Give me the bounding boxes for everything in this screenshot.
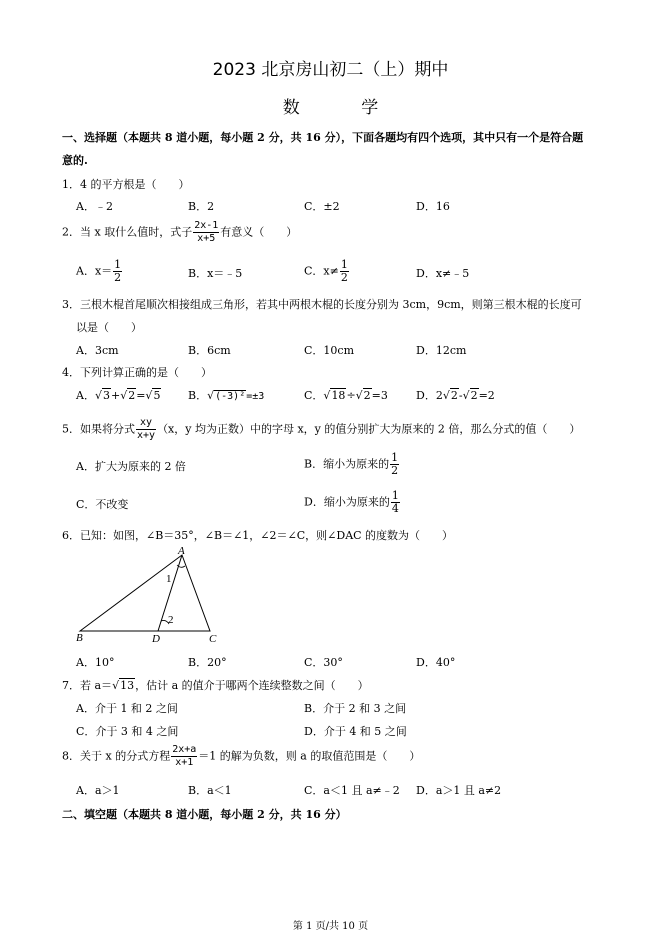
q4-c-rad1: 18 — [331, 389, 346, 402]
label-b: B — [76, 632, 83, 644]
q1-option-c: C．±2 — [304, 200, 340, 213]
q4-d-post: =2 — [478, 389, 495, 402]
q3-option-a: A．3cm — [76, 344, 119, 357]
q8-option-a: A．a＞1 — [76, 784, 120, 797]
q4-option-b — [188, 387, 264, 403]
q4-c-op: ÷ — [346, 389, 356, 402]
q6-option-d: D．40° — [416, 656, 456, 669]
q2-stem-pre: 2．当 x 取什么值时，式子 — [62, 225, 193, 239]
q7-radicand: 13 — [120, 679, 135, 692]
q3-line1: 3．三根木棍首尾顺次相接组成三角形，若其中两根木棍的长度分别为 3cm，9cm，则第三根木棍的长度可 — [62, 298, 582, 311]
q8-numerator: 2x+a — [172, 744, 197, 755]
q8-stem-pre: 8．关于 x 的分式方程 — [62, 749, 171, 763]
q4-b-rad: (-3)² — [215, 391, 246, 402]
q8-option-d: D．a＞1 且 a≠2 — [416, 784, 502, 797]
q4-a-label: A． — [76, 389, 95, 402]
q2-option-c — [304, 259, 350, 284]
sqrt-icon: √ — [207, 389, 215, 402]
sqrt-icon: √ — [94, 389, 102, 402]
q2-a-fraction — [113, 259, 122, 284]
sqrt-icon: √ — [112, 679, 120, 692]
q4-c-label: C． — [304, 389, 324, 402]
sqrt-icon: √ — [323, 389, 331, 402]
q2-stem-post: 有意义（ ） — [220, 225, 298, 239]
q8-stem-post: ＝1 的解为负数，则 a 的取值范围是（ ） — [198, 749, 421, 763]
q4-a-rad1: 3 — [102, 389, 110, 402]
q2-option-b: B．x＝﹣5 — [188, 267, 243, 280]
q7-option-c: C．介于 3 和 4 之间 — [76, 725, 179, 738]
q4-a-rad3: 5 — [153, 389, 161, 402]
label-c: C — [209, 633, 217, 645]
triangle-abc — [80, 555, 210, 631]
q5-option-c: C．不改变 — [76, 498, 129, 511]
label-a: A — [178, 545, 185, 557]
q2-stem — [62, 220, 297, 245]
q2-numerator: 2x-1 — [194, 220, 219, 231]
q2-denominator: x+5 — [197, 233, 216, 244]
q5-d-num: 1 — [391, 489, 399, 502]
q4-c-rad2: 2 — [363, 389, 371, 402]
q7-option-b: B．介于 2 和 3 之间 — [304, 702, 407, 715]
q2-option-d: D．x≠﹣5 — [416, 267, 470, 280]
q3-option-d: D．12cm — [416, 344, 467, 357]
q6-option-a: A．10° — [76, 656, 115, 669]
q5-stem-post: （x，y 均为正数）中的字母 x，y 的值分别扩大为原来的 2 倍，那么分式的值（ ） — [157, 422, 581, 436]
q3-line2: 以是（ ） — [76, 321, 142, 334]
q2-option-a — [76, 259, 123, 284]
q2-a-num: 1 — [114, 258, 122, 271]
q4-a-op: + — [110, 389, 121, 402]
q5-fraction — [136, 417, 156, 442]
q8-option-b: B．a＜1 — [188, 784, 232, 797]
q4-stem: 4．下列计算正确的是（ ） — [62, 366, 212, 379]
q3-option-c: C．10cm — [304, 344, 355, 357]
q4-d-rad2: 2 — [470, 389, 478, 402]
q4-c-post: =3 — [371, 389, 388, 402]
q5-option-b — [304, 452, 400, 477]
label-angle1: 1 — [166, 573, 172, 585]
sqrt-icon: √ — [355, 389, 363, 402]
q4-d-label: D． — [416, 389, 436, 402]
q5-numerator: xy — [136, 417, 156, 430]
q2-c-fraction — [340, 259, 349, 284]
q4-a-rad2: 2 — [128, 389, 136, 402]
q5-denominator: x+y — [137, 430, 156, 441]
q5-b-den: 2 — [391, 464, 399, 477]
q7-option-a: A．介于 1 和 2 之间 — [76, 702, 178, 715]
q7-stem — [62, 677, 369, 693]
section2-heading: 二、填空题（本题共 8 道小题，每小题 2 分，共 16 分） — [62, 808, 347, 821]
q4-option-c — [304, 387, 388, 403]
q2-c-den: 2 — [340, 271, 348, 284]
q2-a-pre: A．x＝ — [76, 264, 113, 278]
q1-stem: 1．4 的平方根是（ ） — [62, 178, 190, 191]
q2-fraction — [193, 220, 219, 245]
page-footer: 第 1 页/共 10 页 — [292, 921, 369, 932]
q4-b-label: B． — [188, 389, 208, 402]
q1-option-b: B．2 — [188, 200, 215, 213]
q5-d-fraction — [391, 490, 400, 515]
q7-option-d: D．介于 4 和 5 之间 — [304, 725, 407, 738]
q2-a-den: 2 — [114, 271, 122, 284]
section1-line2: 意的. — [62, 154, 88, 167]
q5-stem-pre: 5．如果将分式 — [62, 422, 135, 436]
subject-title: 数 学 — [282, 98, 407, 118]
q8-option-c: C．a＜1 且 a≠﹣2 — [304, 784, 400, 797]
sqrt-icon: √ — [120, 389, 128, 402]
q8-stem — [62, 744, 420, 769]
q5-b-fraction — [390, 452, 399, 477]
q5-d-pre: D．缩小为原来的 — [304, 495, 390, 509]
sqrt-icon: √ — [462, 389, 470, 402]
q5-stem — [62, 417, 580, 442]
label-angle2: 2 — [168, 614, 174, 626]
label-d: D — [152, 633, 160, 645]
q4-option-a — [76, 387, 161, 403]
q5-b-pre: B．缩小为原来的 — [304, 457, 390, 471]
sqrt-icon: √ — [442, 389, 450, 402]
q5-option-a: A．扩大为原来的 2 倍 — [76, 460, 186, 473]
q2-c-num: 1 — [340, 258, 348, 271]
q6-stem: 6．已知：如图，∠B＝35°，∠B＝∠1，∠2＝∠C，则∠DAC 的度数为（ ） — [62, 529, 454, 542]
q8-denominator: x+1 — [175, 757, 194, 768]
q4-option-d — [416, 387, 495, 403]
q4-a-eq: = — [136, 389, 146, 402]
sqrt-icon: √ — [145, 389, 153, 402]
q5-option-d — [304, 490, 401, 515]
q8-fraction — [171, 744, 197, 769]
q4-d-op: - — [458, 389, 463, 402]
q2-c-pre: C．x≠ — [304, 264, 339, 278]
q4-b-post: =±3 — [246, 391, 265, 402]
q7-stem-post: ，估计 a 的值介于哪两个连续整数之间（ ） — [135, 679, 369, 692]
q1-option-d: D．16 — [416, 200, 450, 213]
q4-d-coef: 2 — [435, 389, 443, 402]
q7-stem-pre: 7．若 a＝ — [62, 679, 113, 692]
q1-option-a: A．﹣2 — [76, 200, 113, 213]
q6-triangle-figure — [70, 545, 230, 647]
q5-d-den: 4 — [391, 502, 399, 515]
q6-option-c: C．30° — [304, 656, 343, 669]
q3-option-b: B．6cm — [188, 344, 231, 357]
q5-b-num: 1 — [391, 451, 399, 464]
section1-line1: 一、选择题（本题共 8 道小题，每小题 2 分，共 16 分），下面各题均有四个选项，其中只有一个是符合题 — [62, 131, 584, 144]
q6-option-b: B．20° — [188, 656, 227, 669]
page-title: 2023 北京房山初二（上）期中 — [212, 60, 449, 80]
q4-d-rad1: 2 — [450, 389, 458, 402]
